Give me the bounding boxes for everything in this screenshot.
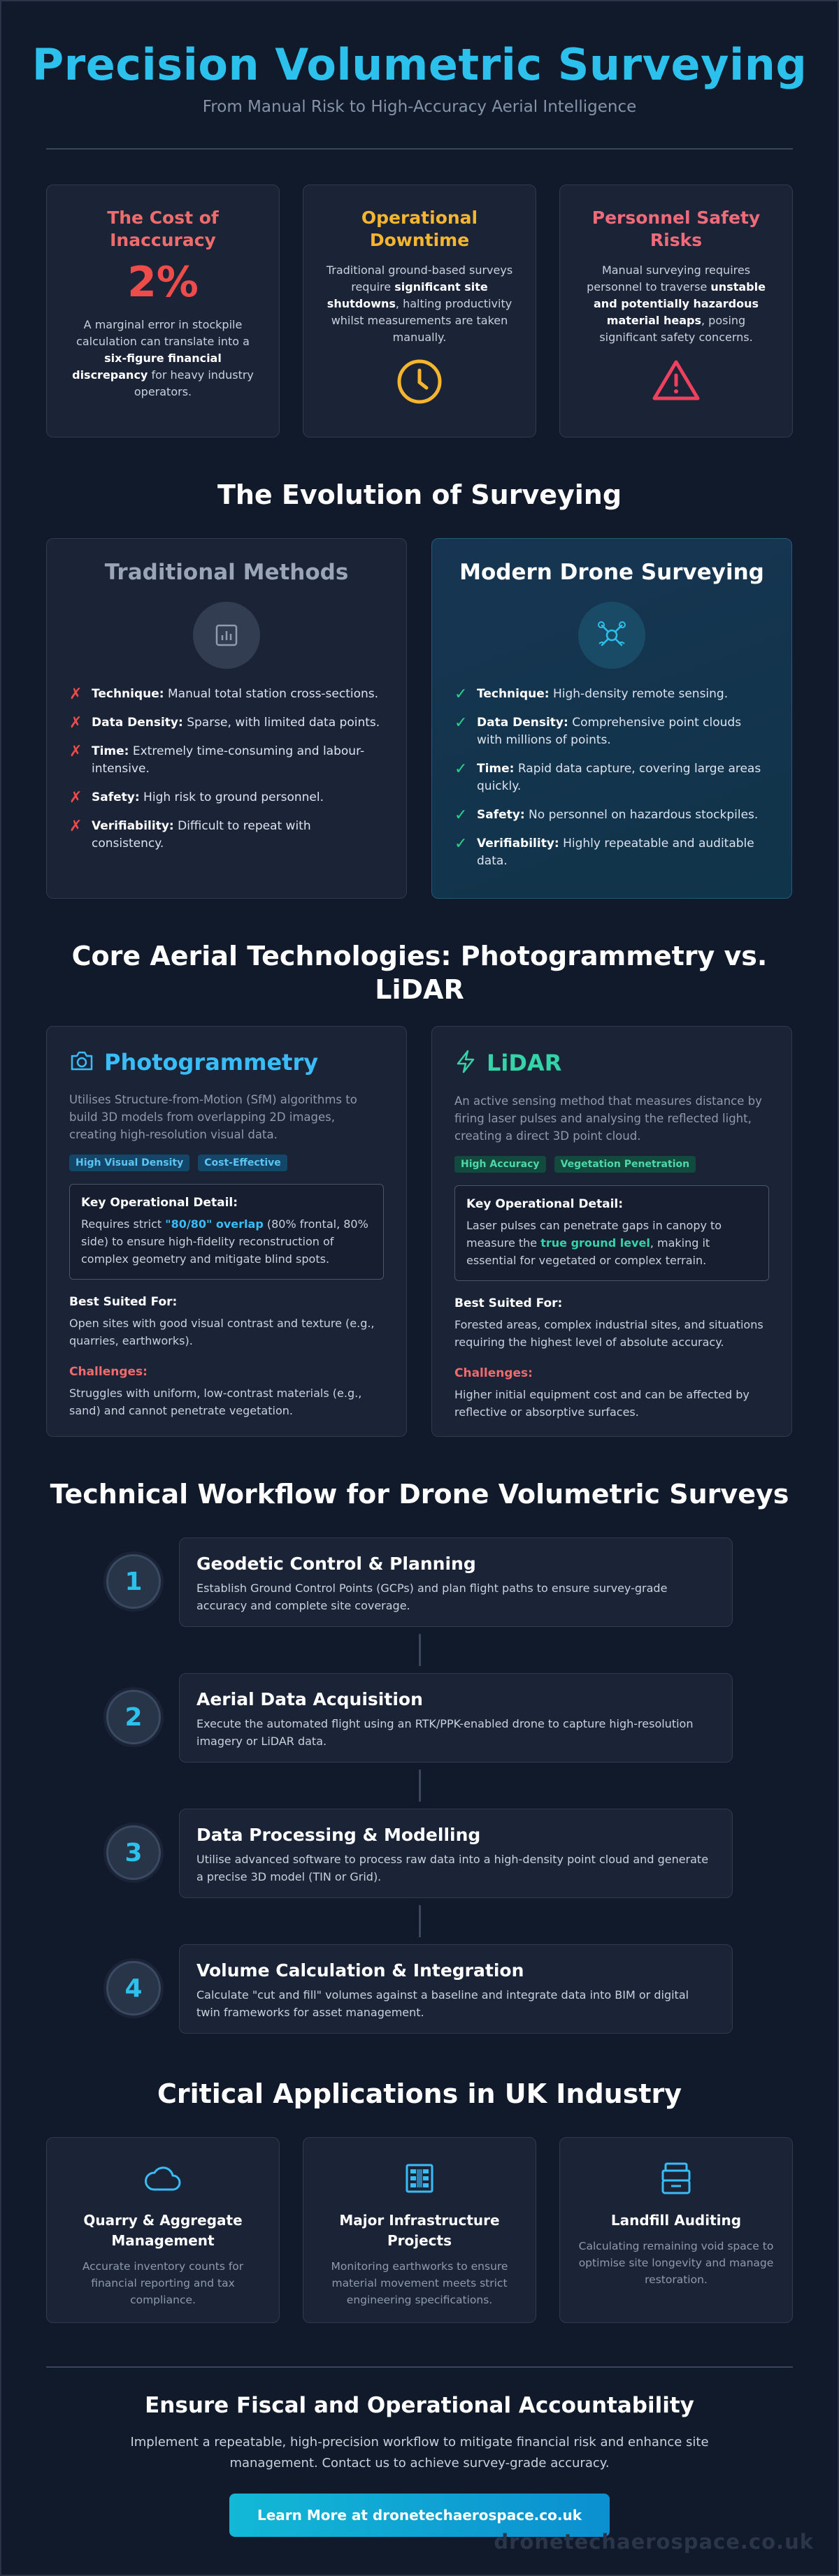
clock-icon	[322, 359, 517, 405]
learn-more-button[interactable]: Learn More at dronetechaerospace.co.uk	[229, 2494, 610, 2537]
modern-list	[454, 686, 769, 870]
card-title: Traditional Methods	[104, 560, 349, 585]
stat-card-safety	[559, 184, 793, 437]
list-item: ✓ Data Density: Comprehensive point clouds with millions of points.	[454, 714, 742, 747]
tag: High Visual Density	[69, 1155, 189, 1171]
drone-icon	[578, 602, 645, 669]
cta-text: Implement a repeatable, high-precision workflow to mitigate financial risk and enhance site management. Contact us to achieve survey-grade accuracy.	[130, 2435, 709, 2470]
chart-icon	[193, 602, 260, 669]
section-title-workflow: Technical Workflow for Drone Volumetric Surveys	[50, 1479, 789, 1510]
best-suited-label: Best Suited For:	[69, 1295, 178, 1309]
workflow-step: Volume Calculation & Integration Calculate "cut and fill" volumes against a baseline and integrate data into BIM or digital twin frameworks for asset management.	[179, 1944, 733, 2034]
list-item: ✗ Safety: High risk to ground personnel.	[69, 789, 324, 806]
building-icon	[320, 2159, 519, 2198]
workflow-step: Geodetic Control & Planning Establish Ground Control Points (GCPs) and plan flight paths to ensure survey-grade accuracy and complete site coverage.	[179, 1537, 733, 1627]
challenges-label: Challenges:	[69, 1365, 148, 1379]
connector-line	[419, 1905, 421, 1937]
tag: High Accuracy	[454, 1156, 546, 1173]
stat-text: Traditional ground-based surveys require significant site shutdowns, halting productivity whilst measurements are taken manually.	[326, 263, 513, 344]
stat-text: A marginal error in stockpile calculation can translate into a six-figure financial discrepancy for heavy industry operators.	[72, 318, 254, 398]
best-suited-text: Open sites with good visual contrast and texture (e.g., quarries, earthworks).	[69, 1317, 375, 1347]
best-suited-label: Best Suited For:	[454, 1296, 563, 1310]
application-card: Major Infrastructure Projects Monitoring earthworks to ensure material movement meets strict engineering specifications.	[303, 2137, 536, 2323]
lightning-icon	[454, 1049, 477, 1077]
divider	[46, 2366, 793, 2368]
card-description: An active sensing method that measures distance by firing laser pulses and analysing the reflected light, creating a direct 3D point cloud.	[454, 1094, 762, 1143]
connector-line	[419, 1770, 421, 1802]
step-number: 1	[106, 1554, 161, 1609]
stat-title: The Cost of Inaccuracy	[107, 208, 219, 250]
step-number: 3	[106, 1825, 161, 1880]
photogrammetry-card	[46, 1026, 407, 1437]
key-detail-box: Key Operational Detail: Requires strict "80/80" overlap (80% frontal, 80% side) to ensure high-fidelity reconstruction of complex geometry and mitigate blind spots.	[69, 1184, 384, 1280]
tag: Vegetation Penetration	[554, 1156, 696, 1173]
list-item: ✗ Technique: Manual total station cross-sections.	[69, 686, 379, 703]
stat-title: Personnel Safety Risks	[591, 208, 761, 250]
challenges-text: Higher initial equipment cost and can be affected by reflective or absorptive surfaces.	[454, 1388, 750, 1419]
key-detail-box: Key Operational Detail: Laser pulses can penetrate gaps in canopy to measure the true ground level, making it essential for vegetated or complex terrain.	[454, 1185, 769, 1281]
page-title: Precision Volumetric Surveying	[31, 39, 808, 90]
card-title: LiDAR	[487, 1050, 562, 1076]
stat-card-cost	[46, 184, 280, 437]
list-item: ✗ Time: Extremely time-consuming and labour-intensive.	[69, 743, 365, 776]
camera-icon	[69, 1050, 94, 1075]
challenges-text: Struggles with uniform, low-contrast materials (e.g., sand) and cannot penetrate vegetation.	[69, 1387, 362, 1417]
application-card: Landfill Auditing Calculating remaining void space to optimise site longevity and manage restoration.	[559, 2137, 793, 2323]
stat-value: 2%	[127, 258, 199, 307]
card-title: Photogrammetry	[104, 1049, 319, 1076]
cloud-icon	[64, 2159, 262, 2198]
list-item: ✗ Data Density: Sparse, with limited data points.	[69, 714, 380, 732]
step-number: 4	[106, 1961, 161, 2016]
archive-icon	[577, 2159, 775, 2198]
stat-text: Manual surveying requires personnel to traverse unstable and potentially hazardous material heaps, posing significant safety concerns.	[587, 263, 766, 344]
list-item: ✓ Verifiability: Highly repeatable and auditable data.	[454, 835, 754, 868]
traditional-list	[69, 686, 384, 853]
tag: Cost-Effective	[198, 1155, 287, 1171]
application-card: Quarry & Aggregate Management Accurate inventory counts for financial reporting and tax compliance.	[46, 2137, 280, 2323]
warning-icon	[578, 359, 774, 402]
list-item: ✗ Verifiability: Difficult to repeat with consistency.	[69, 818, 311, 851]
section-title-applications: Critical Applications in UK Industry	[157, 2078, 682, 2109]
section-title-tech: Core Aerial Technologies: Photogrammetry vs. LiDAR	[71, 941, 768, 1005]
traditional-card	[46, 538, 407, 899]
cta-title: Ensure Fiscal and Operational Accountability	[145, 2393, 694, 2418]
divider	[46, 148, 793, 150]
stat-card-downtime	[303, 184, 536, 437]
stat-title: Operational Downtime	[361, 208, 478, 250]
lidar-card	[431, 1026, 792, 1437]
workflow-step: Data Processing & Modelling Utilise advanced software to process raw data into a high-density point cloud and generate a precise 3D model (TIN or Grid).	[179, 1809, 733, 1898]
card-description: Utilises Structure-from-Motion (SfM) algorithms to build 3D models from overlapping 2D images, creating high-resolution visual data.	[69, 1093, 357, 1141]
list-item: ✓ Time: Rapid data capture, covering large areas quickly.	[454, 760, 761, 793]
page-subtitle: From Manual Risk to High-Accuracy Aerial Intelligence	[202, 98, 637, 116]
modern-card	[431, 538, 792, 899]
best-suited-text: Forested areas, complex industrial sites, and situations requiring the highest level of absolute accuracy.	[454, 1318, 763, 1349]
step-number: 2	[106, 1690, 161, 1744]
challenges-label: Challenges:	[454, 1366, 533, 1380]
workflow-step: Aerial Data Acquisition Execute the automated flight using an RTK/PPK-enabled drone to capture high-resolution imagery or LiDAR data.	[179, 1673, 733, 1763]
card-title: Modern Drone Surveying	[459, 560, 764, 585]
watermark: dronetechaerospace.co.uk	[494, 2530, 814, 2554]
list-item: ✓ Safety: No personnel on hazardous stockpiles.	[454, 806, 759, 824]
section-title-evolution: The Evolution of Surveying	[217, 479, 622, 510]
list-item: ✓ Technique: High-density remote sensing.	[454, 686, 729, 703]
connector-line	[419, 1634, 421, 1666]
